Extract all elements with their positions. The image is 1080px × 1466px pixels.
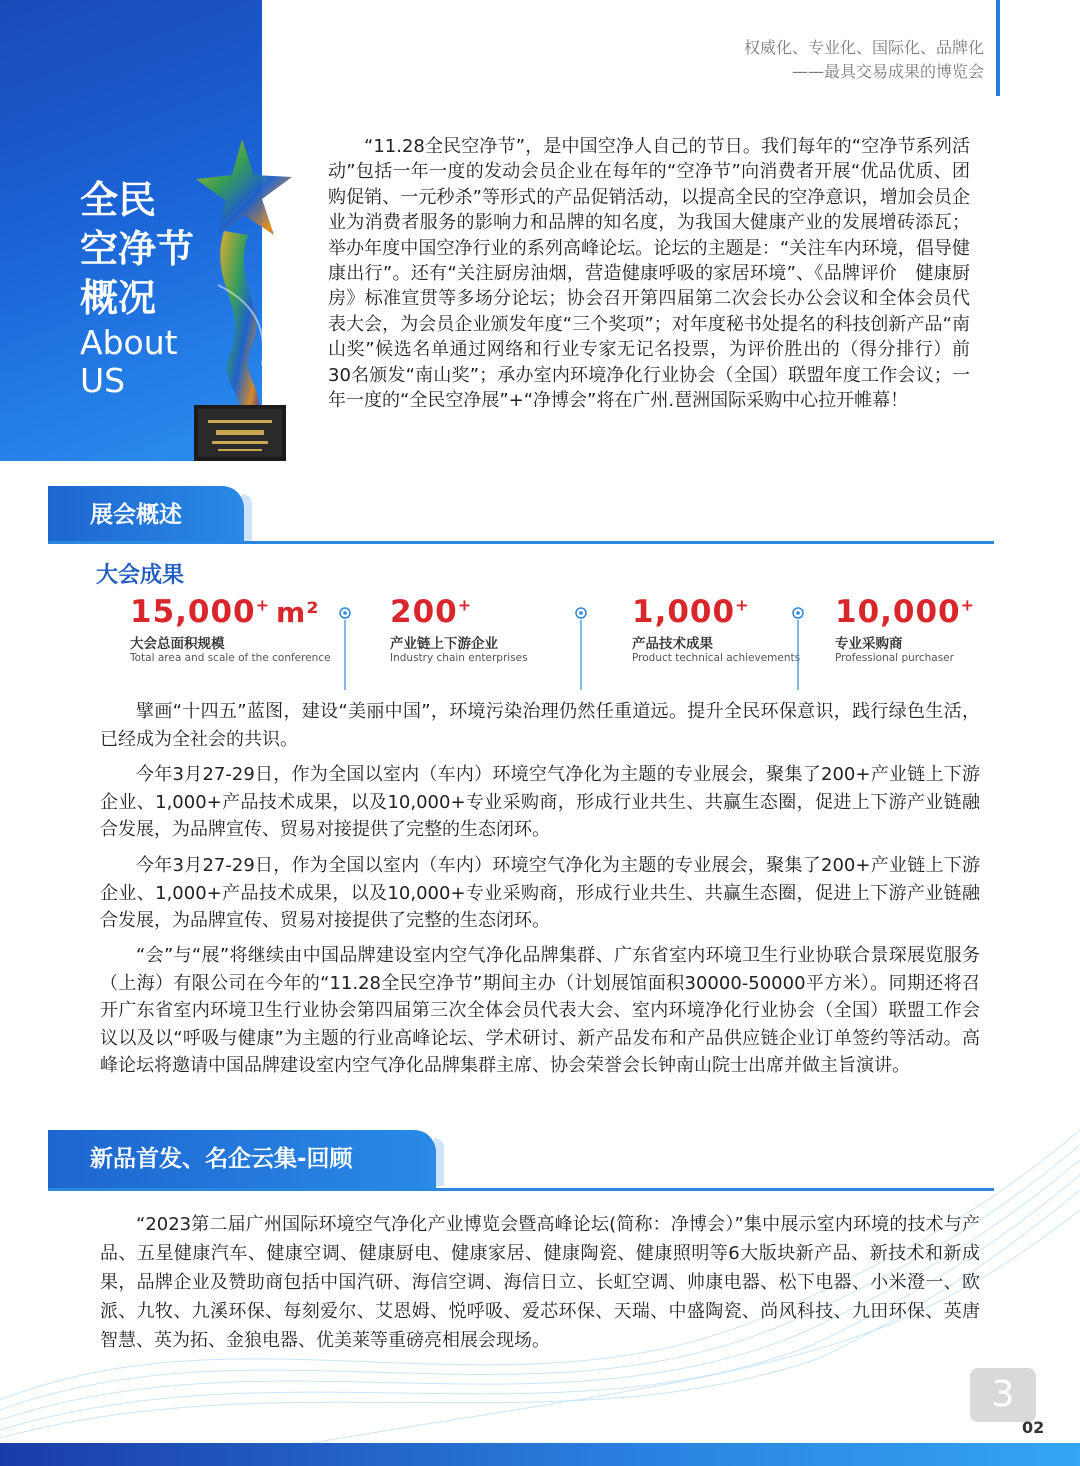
top-accent-bar [996,0,1000,96]
hero-title-line3: 概况 [80,276,157,320]
stat-value [632,594,800,630]
intro-paragraph: “11.28全民空净节”，是中国空净人自己的节日。我们每年的“空净节系列活动”包括一年一度的发动会员企业在每年的“空净节”向消费者开展“优品优质、团购促销、一元秒杀”等形式的产品促销活动，以提高全民的空净意识，增加会员企业为消费者服务的影响力和品牌的知名度，为我国大健康产业的发展增砖添瓦；举办年度中国空净行业的系列高峰论坛。论坛的主题是：“关注车内环境，倡导健康出行”。还有“关注厨房油烟，营造健康呼吸的家居环境”、《品牌评价 健康厨房》标准宣贯等多场分论坛；协会召开第四届第二次会长办公会议和全体会员代表大会，为会员企业颁发年度“三个奖项”；对年度秘书处提名的科技创新产品“南山奖”候选名单通过网络和行业专家无记名投票，为评价胜出的（得分排行）前30名颁发“南山奖”；承办室内环境净化行业协会（全国）联盟年度工作会议；一年一度的“全民空净展”+“净博会”将在广州.琶洲国际采购中心拉开帷幕！ [328,136,970,412]
stat-number: 200 [390,594,458,630]
trophy-icon [178,135,300,463]
slogan-line2: ——最具交易成果的博览会 [791,62,984,81]
stat-unit: m² [276,596,320,629]
section-divider [48,541,994,544]
stat-label-en: Industry chain enterprises [390,652,528,664]
stat-divider-icon [574,606,588,690]
stat-purchasers [835,594,975,664]
stat-divider-icon [338,606,352,690]
paragraph-4: “会”与“展”将继续由中国品牌建设室内空气净化品牌集群、广东省室内环境卫生行业协联合景琛展览服务（上海）有限公司在今年的“11.28全民空净节”期间主办（计划展馆面积30000-50000平方米）。同期还将召开广东省室内环境卫生行业协会第四届第三次全体会员代表大会、室内环境净化行业协会（全国）联盟工作会议以及以“呼吸与健康”为主题的行业高峰论坛、学术研讨、新产品发布和产品供应链企业订单签约等活动。高峰论坛将邀请中国品牌建设室内空气净化品牌集群主席、协会荣誉会长钟南山院士出席并做主旨演讲。 [100,945,980,1076]
stat-label-cn: 大会总面积规模 [130,636,225,652]
page-badge: 3 [970,1368,1036,1422]
sub-heading-results: 大会成果 [96,563,185,588]
stat-label-en: Product technical achievements [632,652,801,664]
stat-label-cn: 产业链上下游企业 [390,636,498,652]
paragraph-review: “2023第二届广州国际环境空气净化产业博览会暨高峰论坛(简称：净博会）”集中展示室内环境的技术与产品、五星健康汽车、健康空调、健康厨电、健康家居、健康陶瓷、健康照明等6大版块新产品、新技术和新成果，品牌企业及赞助商包括中国汽研、海信空调、海信日立、长虹空调、帅康电器、松下电器、小米澄一、欧派、九牧、九溪环保、每刻爱尔、艾恩姆、悦呼吸、爱芯环保、天瑞、中盛陶瓷、尚风科技、九田环保、英唐智慧、英为拓、金狼电器、优美莱等重磅亮相展会现场。 [100,1214,980,1351]
hero-en-line2: US [80,361,126,400]
hero-en-line1: About [80,323,178,362]
hero-title-line1: 全民 [80,178,157,222]
stat-plus: + [960,595,976,615]
paragraph-3: 今年3月27-29日，作为全国以室内（车内）环境空气净化为主题的专业展会，聚集了200+产业链上下游企业、1,000+产品技术成果，以及10,000+专业采购商，形成行业共生、共赢生态圈，促进上下游产业链融合发展，为品牌宣传、贸易对接提供了完整的生态闭环。 [100,855,980,931]
slogan [744,36,984,84]
section-divider [48,1188,994,1191]
stat-value [835,594,975,630]
stat-plus: + [735,595,750,615]
hero-subtitle-en [80,324,178,400]
stat-plus: + [457,595,473,615]
stat-number: 1,000 [632,594,736,630]
stat-label-cn: 专业采购商 [835,636,903,652]
stat-number: 10,000 [835,594,961,630]
hero-title-line2: 空净节 [80,227,195,271]
stat-plus: + [255,595,271,615]
stat-label-en: Professional purchaser [835,652,954,664]
hero-title [80,176,194,323]
stat-area [130,594,331,664]
paragraph-2: 今年3月27-29日，作为全国以室内（车内）环境空气净化为主题的专业展会，聚集了200+产业链上下游企业、1,000+产品技术成果，以及10,000+专业采购商，形成行业共生、共赢生态圈，促进上下游产业链融合发展，为品牌宣传、贸易对接提供了完整的生态闭环。 [100,764,980,840]
page-number: 02 [1022,1418,1045,1437]
stat-divider-icon [791,606,805,690]
stat-value [390,594,528,630]
footer-bar [0,1443,1080,1466]
stat-enterprises [390,594,528,664]
stat-achievements [632,594,800,664]
section-tab-review: 新品首发、名企云集-回顾 [48,1130,436,1188]
paragraph-1: 擘画“十四五”蓝图，建设“美丽中国”，环境污染治理仍然任重道远。提升全民环保意识，践行绿色生活，已经成为全社会的共识。 [100,701,980,750]
stat-label-en: Total area and scale of the conference [130,652,331,664]
slogan-line1: 权威化、专业化、国际化、品牌化 [743,38,984,57]
stat-value [130,594,331,630]
stat-label-cn: 产品技术成果 [632,636,713,652]
stat-number: 15,000 [130,594,256,630]
section-tab-overview: 展会概述 [48,486,244,544]
